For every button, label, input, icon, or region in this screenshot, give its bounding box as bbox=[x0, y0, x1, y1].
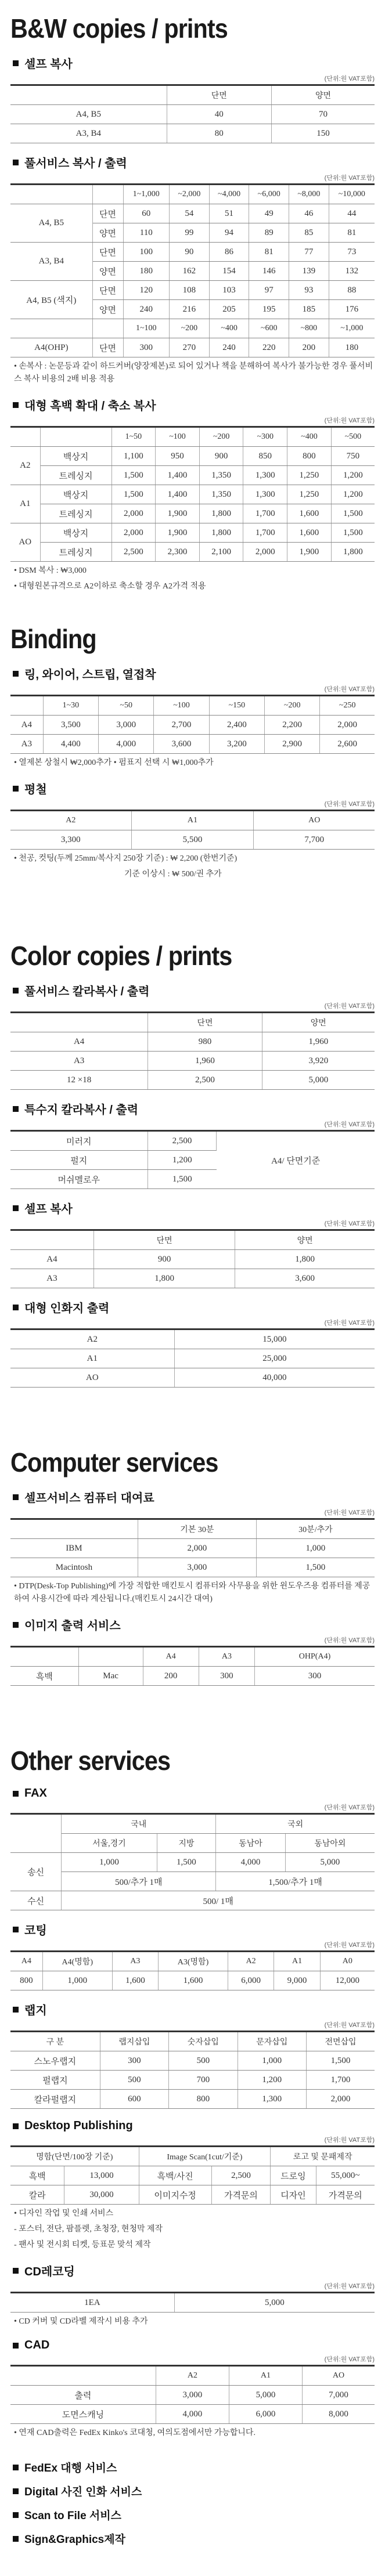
table-row: A4, B5 40 70 bbox=[10, 105, 375, 124]
table-row: 미러지 2,500 A4/ 단면기준 bbox=[10, 1132, 375, 1151]
table-row: 1EA 5,000 bbox=[10, 2293, 375, 2313]
table-header-row: 1~30 ~50 ~100 ~150 ~200 ~250 bbox=[10, 696, 375, 716]
table-row: 펄지 1,200 bbox=[10, 1151, 375, 1170]
table-row: 도면스캐닝 4,000 6,000 8,000 bbox=[10, 2405, 375, 2424]
sign-graphics-service-link: Sign&Graphics제작 bbox=[10, 2531, 375, 2546]
binding-flat-extra-note: 기준 이상시 : ₩ 500/권 추가 bbox=[124, 870, 222, 879]
table-row: 칼라펄랩지 600 800 1,300 2,000 bbox=[10, 2090, 375, 2109]
color-special-table bbox=[10, 1132, 375, 1189]
coating-table bbox=[10, 1952, 375, 1990]
cd-table bbox=[10, 2293, 375, 2313]
table-row: 출력 3,000 5,000 7,000 bbox=[10, 2386, 375, 2405]
square-bullet-icon bbox=[13, 988, 19, 993]
unit-note: (단위:원 VAT포함) bbox=[324, 2356, 375, 2363]
table-header-row: A2 A1 AO bbox=[10, 811, 375, 830]
color-self-copy-header: 셀프 복사 bbox=[10, 1200, 375, 1216]
bw-hand-copy-note: • 손복사 : 논문등과 같이 하드커버(양장제본)로 되어 있거나 책을 분해하여 복사가 불가능한 경우 풀서비스 복사 비용의 2배 비용 적용 bbox=[14, 362, 373, 384]
table-row: 송신 1,000 1,500 4,000 5,000 bbox=[10, 1853, 375, 1872]
table-row: 수신 500/ 1매 bbox=[10, 1891, 375, 1910]
unit-note: (단위:원 VAT포함) bbox=[324, 1121, 375, 1128]
table-header-row: 단면 양면 bbox=[10, 1013, 375, 1032]
unit-note: (단위:원 VAT포함) bbox=[324, 2137, 375, 2144]
fedex-service-link: FedEx 대행 서비스 bbox=[10, 2459, 375, 2475]
table-row: A3 1,960 3,920 bbox=[10, 1052, 375, 1071]
table-row: A1 25,000 bbox=[10, 1349, 375, 1368]
color-full-service-header: 풀서비스 칼라복사 / 출력 bbox=[10, 982, 375, 999]
table-header-row: 명함(단면/100장 기준) Image Scan(1cut/기준) 로고 및 문패제작 bbox=[10, 2147, 375, 2166]
dtp-note: - 팬사 및 전시회 티켓, 등표문 맞석 제작 bbox=[14, 2241, 151, 2249]
cad-header: CAD bbox=[10, 2339, 375, 2352]
unit-note: (단위:원 VAT포함) bbox=[324, 1003, 375, 1010]
computer-rental-note: • DTP(Desk-Top Publishing)에 가장 적합한 매킨토시 컴퓨터와 사무용을 위한 윈도우즈용 컴퓨터를 제공하여 사용시간에 따라 계산됩니다.(매킨토시 24시간 대여) bbox=[14, 1582, 370, 1603]
table-row: 양면 110 99 94 89 85 81 bbox=[10, 223, 375, 243]
table-row: 12 ×18 2,500 5,000 bbox=[10, 1071, 375, 1090]
table-row: A3 4,400 4,000 3,600 3,200 2,900 2,600 bbox=[10, 735, 375, 754]
table-row: 3,300 5,500 7,700 bbox=[10, 830, 375, 850]
table-header-row: 서울,경기 지방 동남아 동남아외 bbox=[10, 1834, 375, 1853]
cad-table bbox=[10, 2367, 375, 2424]
table-row: A4 900 1,800 bbox=[10, 1250, 375, 1269]
table-row: 트레싱지 2,000 1,900 1,800 1,700 1,600 1,500 bbox=[10, 504, 375, 523]
table-row: AO 40,000 bbox=[10, 1368, 375, 1388]
table-header-row: 단면 양면 bbox=[10, 1231, 375, 1250]
table-row: Macintosh 3,000 1,500 bbox=[10, 1558, 375, 1577]
computer-rental-table bbox=[10, 1520, 375, 1577]
digital-photo-service-link: Digital 사진 인화 서비스 bbox=[10, 2483, 375, 2499]
table-header-row: 국내 국외 bbox=[10, 1815, 375, 1834]
square-bullet-icon bbox=[13, 2536, 19, 2542]
table-row: A4 3,500 3,000 2,700 2,400 2,200 2,000 bbox=[10, 716, 375, 735]
square-bullet-icon bbox=[13, 2488, 19, 2494]
square-bullet-icon bbox=[13, 1927, 19, 1932]
unit-note: (단위:원 VAT포함) bbox=[324, 1220, 375, 1227]
table-header-row: A4 A4(명함) A3 A3(명함) A2 A1 A0 bbox=[10, 1952, 375, 1971]
binding-flat-table bbox=[10, 811, 375, 850]
color-section-title: Color copies / prints bbox=[10, 941, 232, 971]
computer-rental-header: 셀프서비스 컴퓨터 대여료 bbox=[10, 1488, 375, 1505]
dtp-note: • 디자인 작업 및 인쇄 서비스 bbox=[14, 2209, 114, 2218]
table-header-row: 1~50 ~100 ~200 ~300 ~400 ~500 bbox=[10, 428, 375, 447]
table-row: A4 980 1,960 bbox=[10, 1032, 375, 1052]
table-row: 스노우랩지 300 500 1,000 1,500 bbox=[10, 2051, 375, 2071]
unit-note: (단위:원 VAT포함) bbox=[324, 1637, 375, 1644]
table-row: 500/추가 1매 1,500/추가 1매 bbox=[10, 1872, 375, 1891]
unit-note: (단위:원 VAT포함) bbox=[324, 175, 375, 182]
square-bullet-icon bbox=[13, 402, 19, 408]
bw-self-copy-header: 셀프 복사 bbox=[10, 55, 375, 71]
binding-ring-table bbox=[10, 696, 375, 754]
label-table bbox=[10, 2032, 375, 2109]
square-bullet-icon bbox=[13, 1305, 19, 1310]
unit-note: (단위:원 VAT포함) bbox=[324, 686, 375, 693]
bw-full-service-header: 풀서비스 복사 / 출력 bbox=[10, 154, 375, 171]
table-header-row: 기본 30분 30분/추가 bbox=[10, 1520, 375, 1539]
dtp-header: Desktop Publishing bbox=[10, 2119, 375, 2133]
table-header-row: 1~100 ~200 ~400 ~600 ~800 ~1,000 bbox=[10, 319, 375, 338]
fax-header: FAX bbox=[10, 1787, 375, 1800]
table-row: 흑백 Mac 200 300 300 bbox=[10, 1667, 375, 1686]
table-header-row: 단면 양면 bbox=[10, 86, 375, 105]
color-large-header: 대형 인화지 출력 bbox=[10, 1299, 375, 1316]
computer-image-header: 이미지 출력 서비스 bbox=[10, 1616, 375, 1633]
color-large-table bbox=[10, 1330, 375, 1388]
square-bullet-icon bbox=[13, 2123, 19, 2129]
table-row: 트레싱지 2,500 2,300 2,100 2,000 1,900 1,800 bbox=[10, 543, 375, 562]
table-row: 800 1,000 1,600 1,600 6,000 9,000 12,000 bbox=[10, 1971, 375, 1990]
color-self-copy-table bbox=[10, 1231, 375, 1288]
square-bullet-icon bbox=[13, 1494, 19, 1500]
table-row: AO 백상지 2,000 1,900 1,800 1,700 1,600 1,500 bbox=[10, 523, 375, 543]
other-section-title: Other services bbox=[10, 1746, 171, 1776]
reduce-note: • 대형원본규격으로 A2이하로 축소할 경우 A2가격 적용 bbox=[14, 582, 206, 591]
coating-header: 코팅 bbox=[10, 1921, 375, 1938]
square-bullet-icon bbox=[13, 2268, 19, 2274]
unit-note: (단위:원 VAT포함) bbox=[324, 1320, 375, 1327]
square-bullet-icon bbox=[13, 160, 19, 165]
computer-image-table bbox=[10, 1648, 375, 1686]
scan-to-file-service-link: Scan to File 서비스 bbox=[10, 2507, 375, 2523]
table-row: 양면 180 162 154 146 139 132 bbox=[10, 262, 375, 281]
unit-note: (단위:원 VAT포함) bbox=[324, 2283, 375, 2290]
dtp-table bbox=[10, 2147, 375, 2205]
unit-note: (단위:원 VAT포함) bbox=[324, 801, 375, 808]
binding-flat-note: • 천공, 컷팅(두께 25mm/복사지 250장 기준) : ₩ 2,200 (한번기준) bbox=[14, 854, 238, 863]
table-row: A4(OHP) 단면 300 270 240 220 200 180 bbox=[10, 338, 375, 357]
square-bullet-icon bbox=[13, 1622, 19, 1628]
square-bullet-icon bbox=[13, 1791, 19, 1797]
table-header-row: A2 A1 AO bbox=[10, 2367, 375, 2386]
bw-section-title: B&W copies / prints bbox=[10, 13, 228, 44]
fax-table bbox=[10, 1815, 375, 1910]
table-row: A1 백상지 1,500 1,400 1,350 1,300 1,250 1,200 bbox=[10, 485, 375, 504]
binding-section-title: Binding bbox=[10, 624, 96, 654]
square-bullet-icon bbox=[13, 2007, 19, 2013]
color-special-header: 특수지 칼라복사 / 출력 bbox=[10, 1100, 375, 1117]
binding-ring-header: 링, 와이어, 스트립, 열접착 bbox=[10, 665, 375, 682]
table-row: A2 백상지 1,100 950 900 850 800 750 bbox=[10, 447, 375, 466]
table-header-row: A4 A3 OHP(A4) bbox=[10, 1648, 375, 1667]
table-row: A3, B4 80 150 bbox=[10, 124, 375, 143]
table-row: 칼라 30,000 이미지수정 가격문의 디자인 가격문의 bbox=[10, 2185, 375, 2205]
square-bullet-icon bbox=[13, 786, 19, 792]
bw-enlarge-table bbox=[10, 428, 375, 562]
dtp-note: - 포스터, 전단, 팜플렛, 초청장, 현청막 제작 bbox=[14, 2225, 163, 2234]
unit-note: (단위:원 VAT포함) bbox=[324, 1804, 375, 1811]
cd-header: CD레코딩 bbox=[10, 2262, 375, 2279]
unit-note: (단위:원 VAT포함) bbox=[324, 1942, 375, 1949]
price-list-page bbox=[0, 13, 385, 2546]
table-row: 흑백 13,000 흑백/사진 2,500 드로잉 55,000~ bbox=[10, 2166, 375, 2185]
unit-note: (단위:원 VAT포함) bbox=[324, 75, 375, 82]
binding-ring-note: • 열제본 상철시 ₩2,000추가 • 펌표지 선택 시 ₩1,000추가 bbox=[14, 758, 214, 767]
computer-section-title: Computer services bbox=[10, 1447, 218, 1477]
table-row: 머쉬멜로우 1,500 bbox=[10, 1170, 375, 1189]
table-row: A3 1,800 3,600 bbox=[10, 1269, 375, 1288]
table-row: 양면 240 216 205 195 185 176 bbox=[10, 300, 375, 319]
cd-note: • CD 커버 및 CD라벨 제작시 비용 추가 bbox=[14, 2317, 148, 2326]
bw-enlarge-header: 대형 흑백 확대 / 축소 복사 bbox=[10, 396, 375, 413]
table-row: 펄랩지 500 700 1,200 1,700 bbox=[10, 2071, 375, 2090]
square-bullet-icon bbox=[13, 2465, 19, 2470]
unit-note: (단위:원 VAT포함) bbox=[324, 2022, 375, 2029]
table-row: 트레싱지 1,500 1,400 1,350 1,300 1,250 1,200 bbox=[10, 466, 375, 485]
square-bullet-icon bbox=[13, 60, 19, 66]
bw-full-service-table bbox=[10, 185, 375, 357]
color-full-service-table bbox=[10, 1013, 375, 1090]
dsm-copy-note: • DSM 복사 : ₩3,000 bbox=[14, 566, 87, 575]
square-bullet-icon bbox=[13, 1205, 19, 1211]
table-row: A4, B5 (색지) 단면 120 108 103 97 93 88 bbox=[10, 281, 375, 300]
unit-note: (단위:원 VAT포함) bbox=[324, 1509, 375, 1516]
square-bullet-icon bbox=[13, 1106, 19, 1112]
table-header-row: 구 분 랩지삽입 숫자삽입 문자삽입 전면삽입 bbox=[10, 2032, 375, 2051]
binding-flat-header: 평철 bbox=[10, 780, 375, 797]
cad-note: • 연재 CAD출력은 FedEx Kinko's 코대청, 여의도점에서만 가능합니다. bbox=[14, 2429, 256, 2437]
square-bullet-icon bbox=[13, 2343, 19, 2349]
table-row: A4, B5 단면 60 54 51 49 46 44 bbox=[10, 204, 375, 223]
table-row: A2 15,000 bbox=[10, 1330, 375, 1349]
square-bullet-icon bbox=[13, 2512, 19, 2518]
table-row: A3, B4 단면 100 90 86 81 77 73 bbox=[10, 243, 375, 262]
table-row: IBM 2,000 1,000 bbox=[10, 1539, 375, 1558]
square-bullet-icon bbox=[13, 671, 19, 677]
label-header: 랩지 bbox=[10, 2001, 375, 2018]
bw-self-copy-table bbox=[10, 86, 375, 143]
table-header-row: 1~1,000 ~2,000 ~4,000 ~6,000 ~8,000 ~10,000 bbox=[10, 185, 375, 204]
unit-note: (단위:원 VAT포함) bbox=[324, 417, 375, 424]
